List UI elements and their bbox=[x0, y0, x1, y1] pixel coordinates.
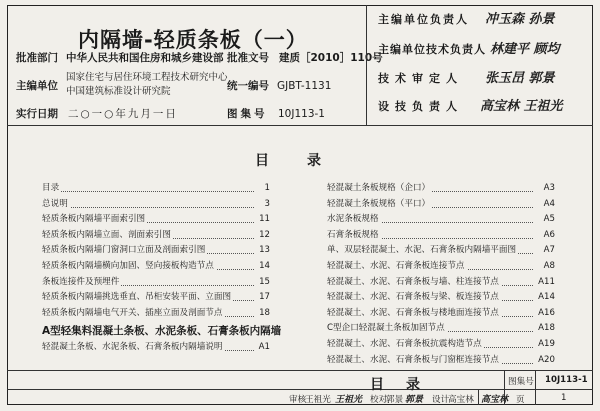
toc-entry[interactable] bbox=[327, 289, 555, 306]
date-value: 二○一○年九月一日 bbox=[68, 108, 178, 120]
title-block-atlas-label: 图集号 bbox=[508, 377, 534, 387]
review-label: 审核 bbox=[289, 395, 307, 405]
toc-entry-page: A18 bbox=[538, 323, 555, 334]
toc-entry[interactable] bbox=[42, 274, 270, 291]
review-signature: 王祖光 bbox=[335, 395, 363, 405]
design-label: 设计 bbox=[432, 395, 450, 405]
toc-entry-page: A5 bbox=[543, 214, 555, 225]
unified-no-label: 统一编号 bbox=[227, 80, 269, 92]
toc-entry-text: 轻混凝土、水泥、石膏条板连接节点 bbox=[327, 258, 467, 276]
toc-leader-dots bbox=[42, 180, 254, 192]
toc-entry[interactable] bbox=[327, 320, 555, 337]
title-block-title: 目录 bbox=[370, 377, 442, 393]
toc-entry-text: 水泥条板规格 bbox=[327, 211, 381, 229]
page-label: 页 bbox=[516, 395, 525, 405]
toc-entry[interactable] bbox=[42, 227, 270, 244]
resp-signature-3: 张玉旵 郭景 bbox=[485, 71, 555, 86]
toc-entry-text: 单、双层轻混凝土、水泥、石膏条板内隔墙平面图 bbox=[327, 242, 518, 260]
toc-entry-page: 13 bbox=[259, 245, 270, 256]
toc-entry-text: 轻质条板内隔墙立面、剖面索引图 bbox=[42, 227, 173, 245]
toc-entry-text: 轻混凝土、水泥、石膏条板与梁、板连接节点 bbox=[327, 289, 501, 307]
design-name: 高宝林 bbox=[448, 395, 474, 405]
toc-entry[interactable] bbox=[42, 180, 270, 197]
toc-entry[interactable] bbox=[42, 339, 270, 356]
review-name: 王祖光 bbox=[305, 395, 331, 405]
toc-entry-text: C型企口轻混凝土条板加固节点 bbox=[327, 320, 447, 338]
toc-entry-text: 轻混凝土条板规格（企口） bbox=[327, 180, 432, 198]
toc-entry-page: A4 bbox=[543, 198, 555, 209]
toc-entry-page: 18 bbox=[259, 307, 270, 318]
toc-entry[interactable] bbox=[327, 180, 555, 197]
toc-title: 目录 bbox=[255, 153, 359, 169]
atlas-title: 内隔墙-轻质条板（一） bbox=[78, 28, 308, 52]
toc-entry-text: 轻混凝土条板规格（平口） bbox=[327, 196, 432, 214]
toc-entry-text: 轻质条板内隔墙横向加固、竖向接板构造节点 bbox=[42, 258, 216, 276]
toc-entry[interactable] bbox=[42, 305, 270, 322]
toc-entry-page: 15 bbox=[259, 276, 270, 287]
title-block-split-2 bbox=[535, 370, 536, 405]
resp-signature-2: 林建平 顾均 bbox=[490, 42, 560, 57]
toc-entry-page: 12 bbox=[259, 229, 270, 240]
title-block-atlas-value: 10J113-1 bbox=[545, 375, 588, 385]
date-label: 实行日期 bbox=[16, 108, 58, 120]
toc-entry-page: 11 bbox=[259, 214, 270, 225]
toc-entry[interactable] bbox=[42, 211, 270, 228]
toc-entry[interactable] bbox=[327, 336, 555, 353]
toc-entry-page: A14 bbox=[538, 292, 555, 303]
resp-label-3: 技术审定人 bbox=[378, 72, 463, 85]
toc-entry[interactable] bbox=[42, 242, 270, 259]
toc-entry[interactable] bbox=[327, 352, 555, 369]
toc-entry-text: 轻混凝土、水泥、石膏条板与楼地面连接节点 bbox=[327, 305, 501, 323]
title-block-split-3 bbox=[478, 389, 479, 405]
toc-entry-text: 目录 bbox=[42, 180, 61, 198]
check-label: 校对 bbox=[370, 395, 388, 405]
toc-entry-text: 轻质条板内隔墙门窗洞口立面及剖面索引图 bbox=[42, 242, 207, 260]
atlas-no-label: 图集号 bbox=[227, 108, 268, 120]
toc-entry-page: A8 bbox=[543, 261, 555, 271]
toc-entry-text: 总说明 bbox=[42, 196, 70, 214]
toc-entry-text: 轻混凝土、水泥、石膏条板与门窗框连接节点 bbox=[327, 352, 501, 370]
toc-entry-text: 石膏条板规格 bbox=[327, 227, 381, 245]
toc-entry[interactable] bbox=[327, 274, 555, 291]
page-value: 1 bbox=[561, 393, 567, 403]
toc-entry-text: 轻质条板内隔墙电气开关、插座立面及剖面节点 bbox=[42, 305, 224, 323]
toc-leader-dots bbox=[42, 196, 254, 208]
toc-entry-text: 轻混凝土、水泥、石膏条板与墙、柱连接节点 bbox=[327, 274, 501, 292]
toc-entry-page: 1 bbox=[264, 183, 270, 193]
check-name: 郭景 bbox=[386, 395, 404, 405]
header-divider bbox=[7, 125, 593, 126]
header-split bbox=[366, 5, 367, 125]
toc-entry[interactable] bbox=[42, 289, 270, 306]
toc-entry-page: 17 bbox=[259, 292, 270, 303]
editor-line1: 国家住宅与居住环境工程技术研究中心 bbox=[66, 72, 228, 83]
toc-entry[interactable] bbox=[327, 211, 555, 228]
toc-entry-page: 3 bbox=[264, 198, 270, 209]
toc-entry-page: A6 bbox=[543, 229, 555, 240]
resp-label-4: 设技负责人 bbox=[378, 100, 463, 113]
unified-no-value: GJBT-1131 bbox=[277, 80, 332, 92]
toc-entry-text: 轻混凝土条板、水泥条板、石膏条板内隔墙说明 bbox=[42, 339, 224, 357]
toc-entry-page: 14 bbox=[259, 261, 270, 271]
toc-entry[interactable] bbox=[327, 196, 555, 213]
design-signature: 高宝林 bbox=[481, 395, 509, 405]
toc-entry-page: A3 bbox=[543, 183, 555, 193]
toc-entry[interactable] bbox=[42, 258, 270, 275]
check-signature: 郭景 bbox=[405, 395, 424, 405]
approver-value: 中华人民共和国住房和城乡建设部 bbox=[66, 52, 224, 64]
toc-entry-page: A11 bbox=[538, 276, 555, 287]
editor-label: 主编单位 bbox=[16, 80, 58, 92]
approval-doc-value: 建质［2010］110号 bbox=[279, 52, 383, 64]
toc-entry-text: 轻质条板内隔墙挑选垂直、吊柜安装平面、立面图 bbox=[42, 289, 233, 307]
toc-entry-page: A7 bbox=[543, 245, 555, 256]
toc-entry-page: A20 bbox=[538, 354, 555, 365]
toc-entry[interactable] bbox=[327, 258, 555, 275]
resp-signature-4: 高宝林 王祖光 bbox=[480, 99, 563, 114]
approval-doc-label: 批准文号 bbox=[227, 52, 269, 64]
resp-signature-1: 冲玉森 孙景 bbox=[485, 12, 555, 27]
section-a-title: A型轻集料混凝土条板、水泥条板、石膏条板内隔墙 bbox=[42, 325, 282, 337]
toc-entry-page: A16 bbox=[538, 307, 555, 318]
toc-entry[interactable] bbox=[327, 305, 555, 322]
toc-entry-page: A19 bbox=[538, 339, 555, 349]
toc-entry-text: 轻质条板内隔墙平面索引图 bbox=[42, 211, 147, 229]
toc-entry[interactable] bbox=[327, 242, 555, 259]
resp-label-1: 主编单位负责人 bbox=[378, 13, 469, 26]
title-block-mid bbox=[7, 389, 593, 390]
title-block-top bbox=[7, 370, 593, 371]
toc-entry-page: A1 bbox=[258, 342, 270, 352]
resp-label-2: 主编单位技术负责人 bbox=[378, 43, 486, 56]
toc-entry-text: 条板连接件及预埋件 bbox=[42, 274, 121, 292]
toc-entry-text: 轻混凝土、水泥、石膏条板抗震构造节点 bbox=[327, 336, 484, 354]
toc-entry[interactable] bbox=[327, 227, 555, 244]
toc-entry[interactable] bbox=[42, 196, 270, 213]
atlas-no-value: 10J113-1 bbox=[278, 108, 325, 120]
approver-label: 批准部门 bbox=[16, 52, 58, 64]
editor-line2: 中国建筑标准设计研究院 bbox=[66, 86, 171, 97]
